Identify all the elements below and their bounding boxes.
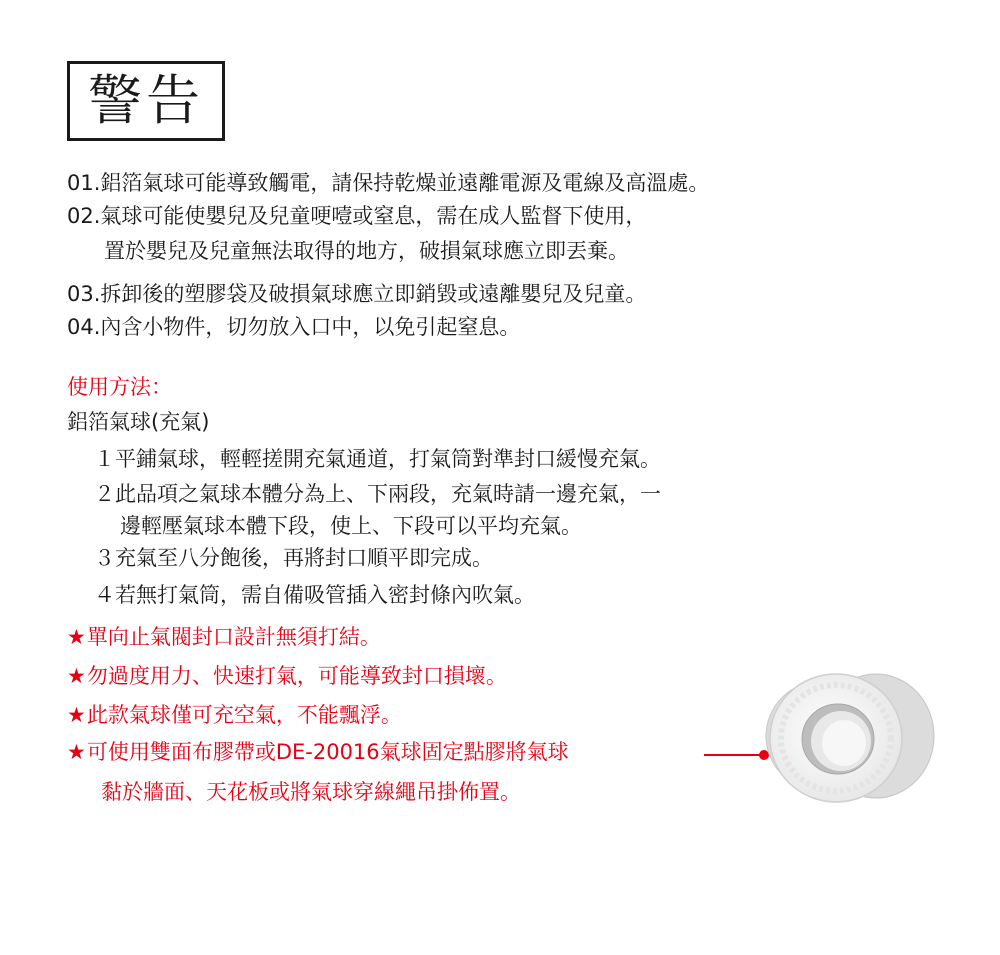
warning-item-2-cont: 置於嬰兒及兒童無法取得的地方，破損氣球應立即丟棄。 [104, 239, 629, 263]
note-3-text: 此款氣球僅可充空氣，不能飄浮。 [86, 703, 402, 727]
usage-subheading: 鋁箔氣球(充氣) [67, 410, 210, 434]
usage-step-2-cont: 邊輕壓氣球本體下段，使上、下段可以平均充氣。 [120, 514, 582, 538]
note-2 [67, 666, 507, 687]
star-icon: ★ [67, 664, 86, 688]
usage-step-1: １平鋪氣球，輕輕搓開充氣通道，打氣筒對準封口緩慢充氣。 [94, 447, 661, 471]
usage-heading: 使用方法： [67, 375, 172, 399]
warning-title-box [67, 61, 225, 141]
note-2-text: 勿過度用力、快速打氣，可能導致封口損壞。 [86, 664, 507, 688]
note-1-text: 單向止氣閥封口設計無須打結。 [86, 625, 381, 649]
note-4-text: 可使用雙面布膠帶或DE-20016氣球固定點膠將氣球 [86, 740, 569, 764]
warning-item-1: 01.鋁箔氣球可能導致觸電，請保持乾燥並遠離電源及電線及高溫處。 [67, 171, 710, 195]
warning-item-2: 02.氣球可能使嬰兒及兒童哽噎或窒息，需在成人監督下使用， [67, 204, 647, 228]
star-icon: ★ [67, 625, 86, 649]
note-3 [67, 705, 402, 726]
note-4 [67, 742, 569, 763]
warning-item-4: 04.內含小物件，切勿放入口中，以免引起窒息。 [67, 315, 521, 339]
usage-step-2: ２此品項之氣球本體分為上、下兩段，充氣時請一邊充氣，一 [94, 482, 661, 506]
star-icon: ★ [67, 740, 86, 764]
note-4-cont: 黏於牆面、天花板或將氣球穿線繩吊掛佈置。 [101, 780, 521, 804]
glue-dot-roll-image [748, 661, 950, 811]
usage-step-4: ４若無打氣筒，需自備吸管插入密封條內吹氣。 [94, 583, 535, 607]
note-1 [67, 627, 381, 648]
warning-title: 警告 [88, 69, 204, 132]
star-icon: ★ [67, 703, 86, 727]
usage-step-3: ３充氣至八分飽後，再將封口順平即完成。 [94, 546, 493, 570]
warning-item-3: 03.拆卸後的塑膠袋及破損氣球應立即銷毀或遠離嬰兒及兒童。 [67, 282, 647, 306]
